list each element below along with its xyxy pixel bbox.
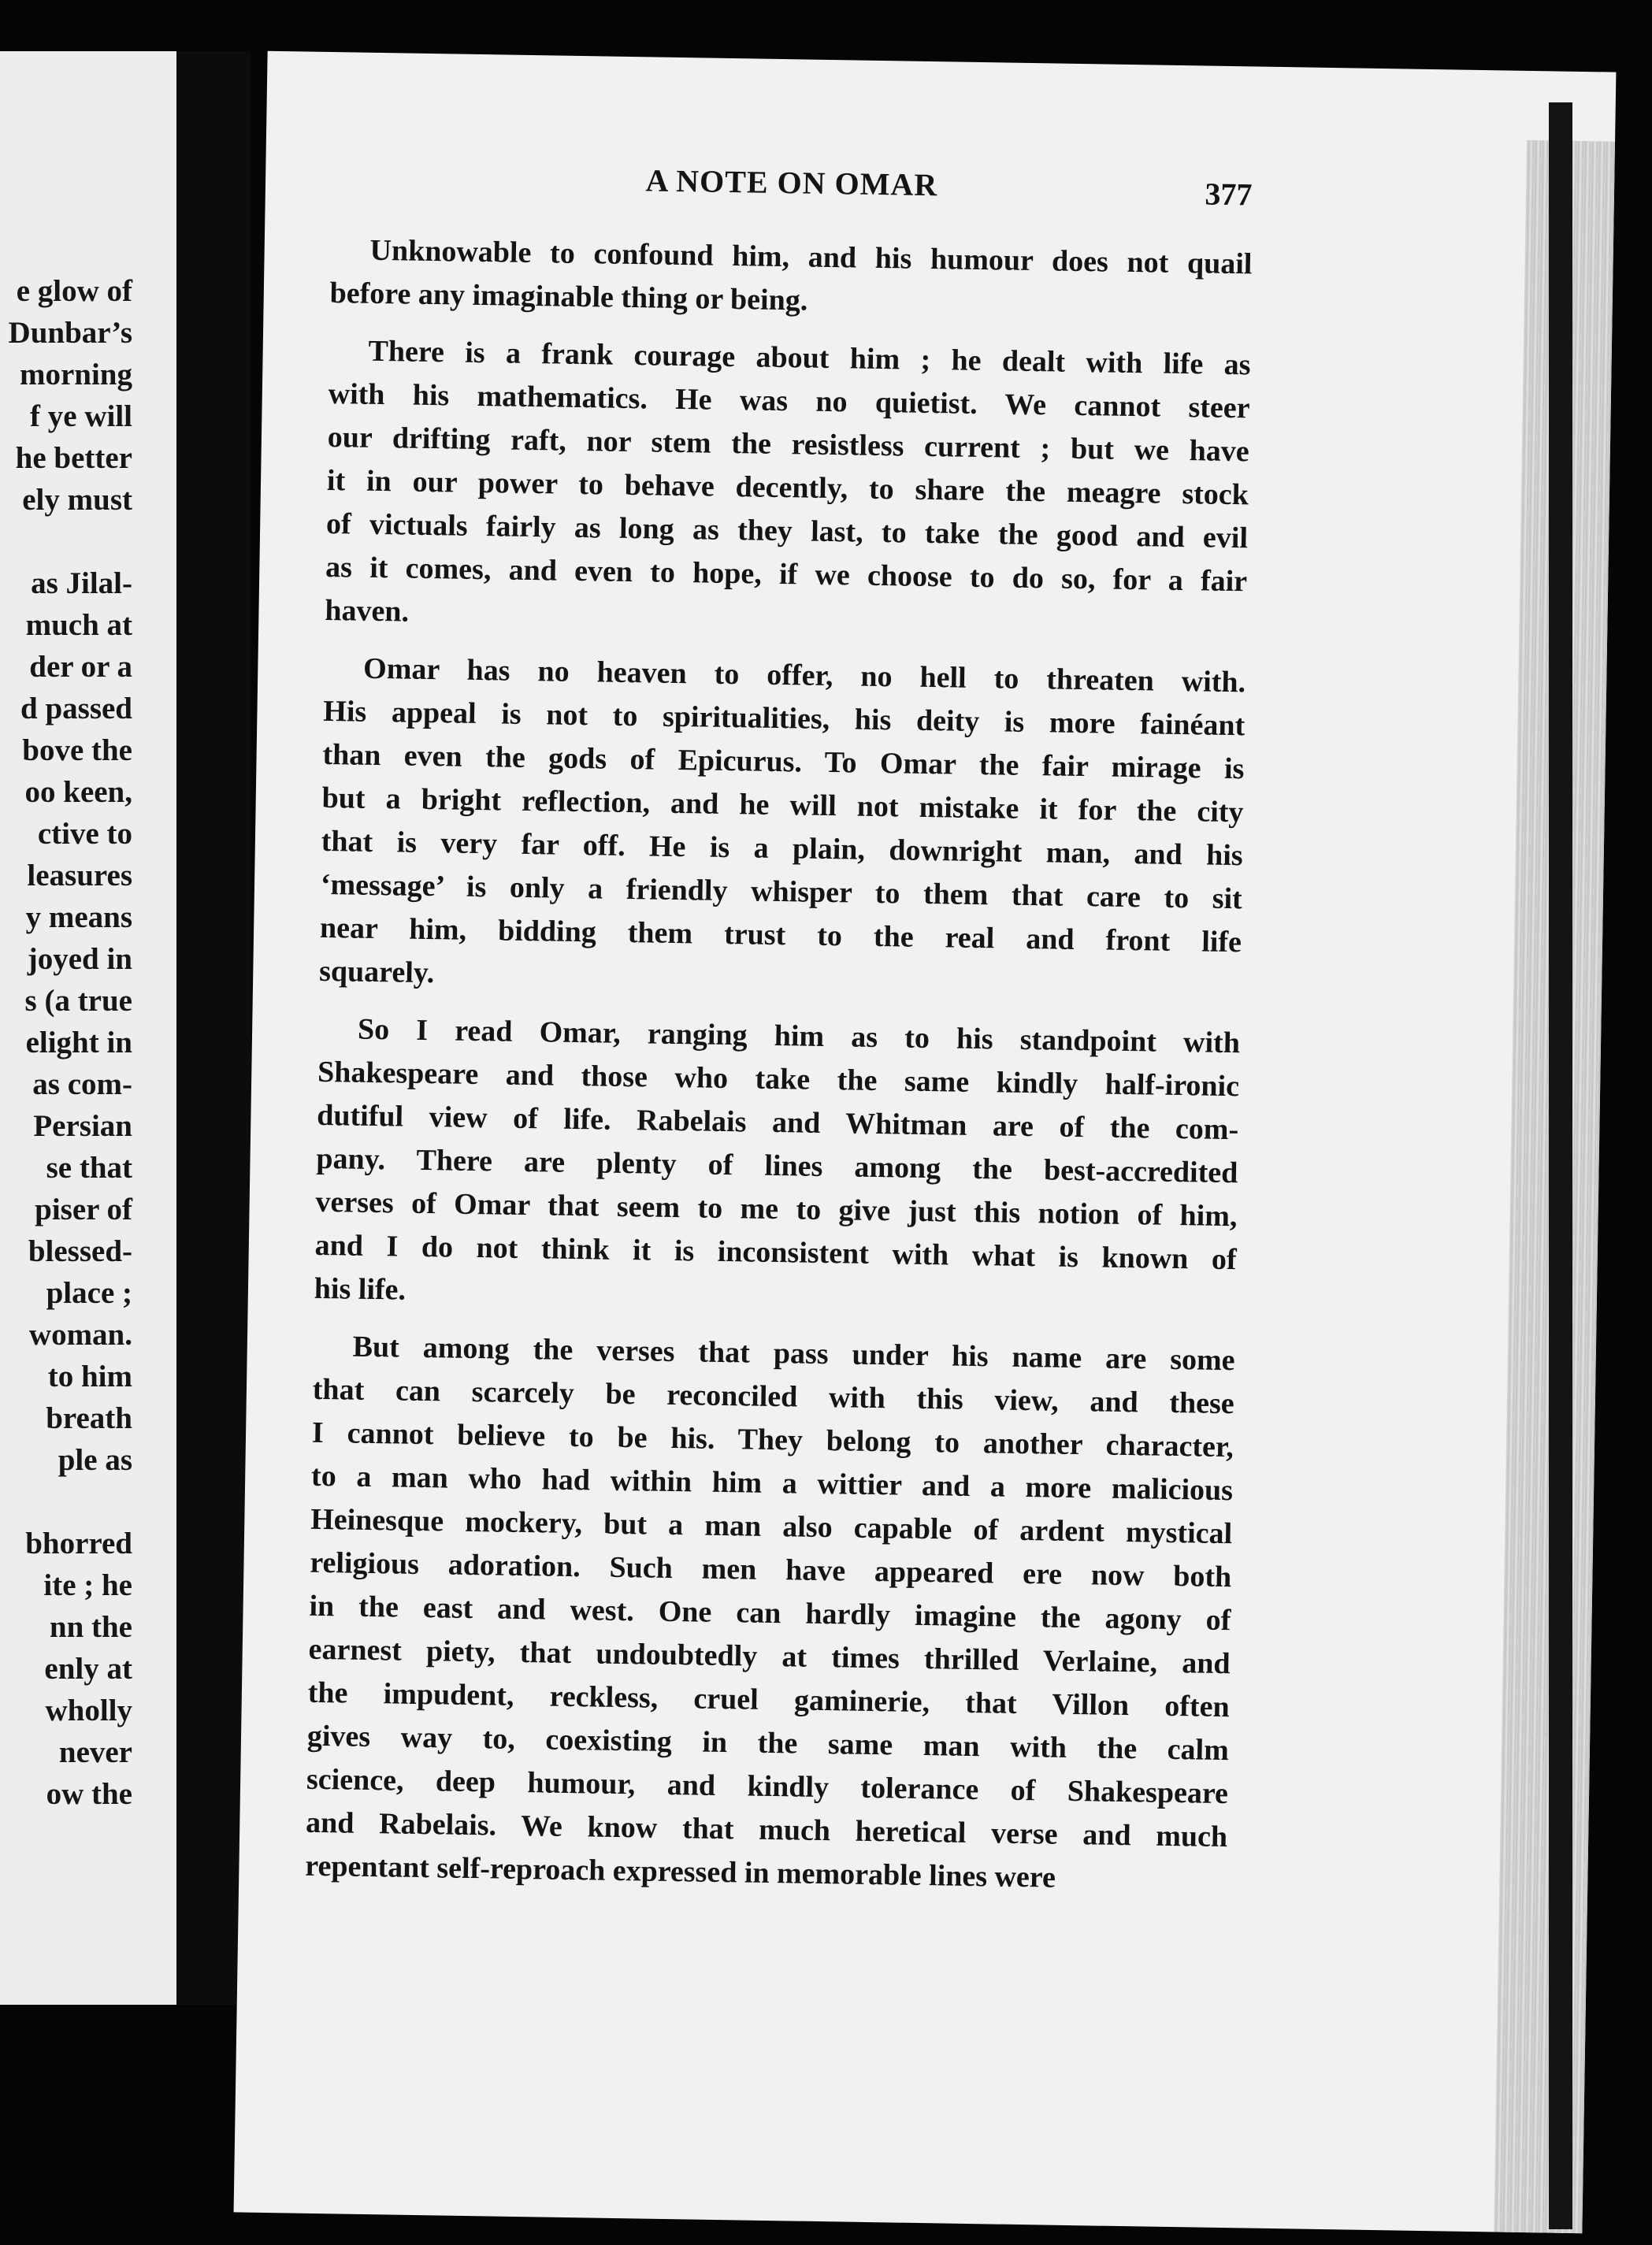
facing-page-line: leasures <box>27 859 132 892</box>
facing-page-line: joyed in <box>27 942 132 976</box>
facing-page-line: he better <box>15 441 132 475</box>
facing-page-line: as Jilal- <box>31 566 132 600</box>
facing-page-line: Dunbar’s <box>8 316 132 350</box>
text-line: but a bright reflection, and he will not mistake it for the city <box>321 781 1244 829</box>
text-line: the impudent, reckless, cruel gaminerie, that Villon often <box>307 1675 1230 1724</box>
book-gutter <box>176 51 251 2005</box>
text-line: before any imaginable thing or being. <box>329 276 808 317</box>
text-line: repentant self-reproach expressed in memorable lines were <box>305 1849 1056 1894</box>
text-line: There is a frank courage about him ; he dealt with life as <box>368 334 1251 382</box>
text-line: pany. There are plenty of lines among the best-accredited <box>316 1141 1238 1190</box>
facing-page-line: place ; <box>46 1276 132 1310</box>
text-line: religious adoration. Such men have appeared ere now both <box>310 1546 1232 1594</box>
text-line: to a man who had within him a wittier and a more malicious <box>310 1459 1234 1508</box>
text-line: His appeal is not to spiritualities, his deity is more fainéant <box>323 694 1245 743</box>
text-line: But among the verses that pass under his name are some <box>352 1330 1235 1378</box>
facing-page-line: piser of <box>35 1193 132 1226</box>
facing-page-line: bove the <box>22 733 132 767</box>
facing-page-line: y means <box>25 900 132 934</box>
facing-page-line: never <box>58 1735 132 1769</box>
facing-page-line: elight in <box>25 1026 132 1059</box>
text-line: Unknowable to confound him, and his humour does not quail <box>369 233 1253 281</box>
paragraph <box>325 329 1251 647</box>
facing-page-line: breath <box>46 1401 132 1435</box>
text-line: science, deep humour, and kindly tolerance of Shakespeare <box>306 1762 1229 1811</box>
text-line: and Rabelais. We know that much heretical verse and much <box>305 1805 1228 1854</box>
paragraph <box>314 1007 1240 1325</box>
facing-page-line: se that <box>46 1151 132 1185</box>
facing-page-line: e glow of <box>16 274 132 308</box>
facing-page-line: bhorred <box>25 1527 132 1560</box>
text-line: Heinesque mockery, but a man also capable of ardent mystical <box>310 1502 1233 1551</box>
text-line: it in our power to behave decently, to share the meagre stock <box>326 463 1249 512</box>
text-line: haven. <box>325 593 410 629</box>
text-line: as it comes, and even to hope, if we choose to do so, for a fair <box>325 550 1248 599</box>
facing-page-line: as com- <box>32 1067 132 1101</box>
facing-page-line: ple as <box>58 1443 132 1477</box>
facing-page-line: much at <box>25 608 132 642</box>
text-line: ‘message’ is only a friendly whisper to them that care to sit <box>320 867 1243 916</box>
text-line: Shakespeare and those who take the same kindly half-ironic <box>317 1055 1240 1104</box>
text-line: than even the gods of Epicurus. To Omar the fair mirage is <box>322 737 1245 786</box>
text-line: and I do not think it is inconsistent with what is known of <box>314 1228 1237 1277</box>
text-line: that is very far off. He is a plain, downright man, and his <box>321 824 1243 873</box>
text-line: dutiful view of life. Rabelais and Whitman are of the com- <box>316 1098 1239 1147</box>
facing-page-line <box>9 521 132 562</box>
facing-page-line: enly at <box>44 1652 132 1686</box>
running-title: A NOTE ON OMAR <box>645 162 938 203</box>
text-line: of victuals fairly as long as they last, to take the good and evil <box>325 507 1249 555</box>
facing-page-line: nn the <box>49 1610 132 1644</box>
facing-page-line: woman. <box>28 1318 132 1352</box>
text-line: near him, bidding them trust to the real and front life <box>319 911 1242 959</box>
facing-page-line: oo keen, <box>24 775 132 809</box>
text-line: Omar has no heaven to offer, no hell to threaten with. <box>362 651 1246 699</box>
page-number: 377 <box>1205 176 1253 213</box>
facing-page-line <box>9 1481 132 1523</box>
facing-page-line: ely must <box>22 483 132 517</box>
facing-page-line: ow the <box>46 1777 132 1811</box>
paragraph <box>329 228 1253 329</box>
facing-page-text <box>9 270 132 1815</box>
text-line: So I read Omar, ranging him as to his standpoint with <box>357 1012 1241 1060</box>
facing-page-line: wholly <box>45 1694 132 1727</box>
facing-page-line: ite ; he <box>43 1568 132 1602</box>
text-line: in the east and west. One can hardly imagine the agony of <box>309 1589 1231 1638</box>
facing-page-line: blessed- <box>28 1234 132 1268</box>
text-line: earnest piety, that undoubtedly at times thrilled Verlaine, and <box>308 1632 1231 1681</box>
text-line: his life. <box>314 1271 407 1307</box>
text-line: gives way to, coexisting in the same man with the calm <box>306 1719 1230 1768</box>
facing-page-line: morning <box>19 358 132 391</box>
text-line: with his mathematics. He was no quietist. We cannot steer <box>328 377 1250 425</box>
body-text <box>305 228 1253 1917</box>
text-line: verses of Omar that seem to me to give just this notion of him, <box>315 1185 1238 1234</box>
facing-page-line: to him <box>47 1360 132 1393</box>
facing-page-line: f ye will <box>30 399 132 433</box>
paragraph <box>305 1325 1235 1902</box>
facing-page-line: der or a <box>29 650 132 684</box>
paragraph <box>319 647 1246 1007</box>
book-cover-edge <box>1549 102 1572 2229</box>
text-line: that can scarcely be reconciled with this view, and these <box>312 1372 1235 1421</box>
text-line: I cannot believe to be his. They belong to another character, <box>311 1416 1234 1464</box>
facing-page-line: Persian <box>33 1109 132 1143</box>
text-line: our drifting raft, nor stem the resistless current ; but we have <box>327 420 1250 469</box>
facing-page-line: d passed <box>20 692 132 725</box>
facing-page-line: s (a true <box>24 984 132 1018</box>
facing-page-line: ctive to <box>37 817 132 851</box>
text-line: squarely. <box>318 954 435 990</box>
